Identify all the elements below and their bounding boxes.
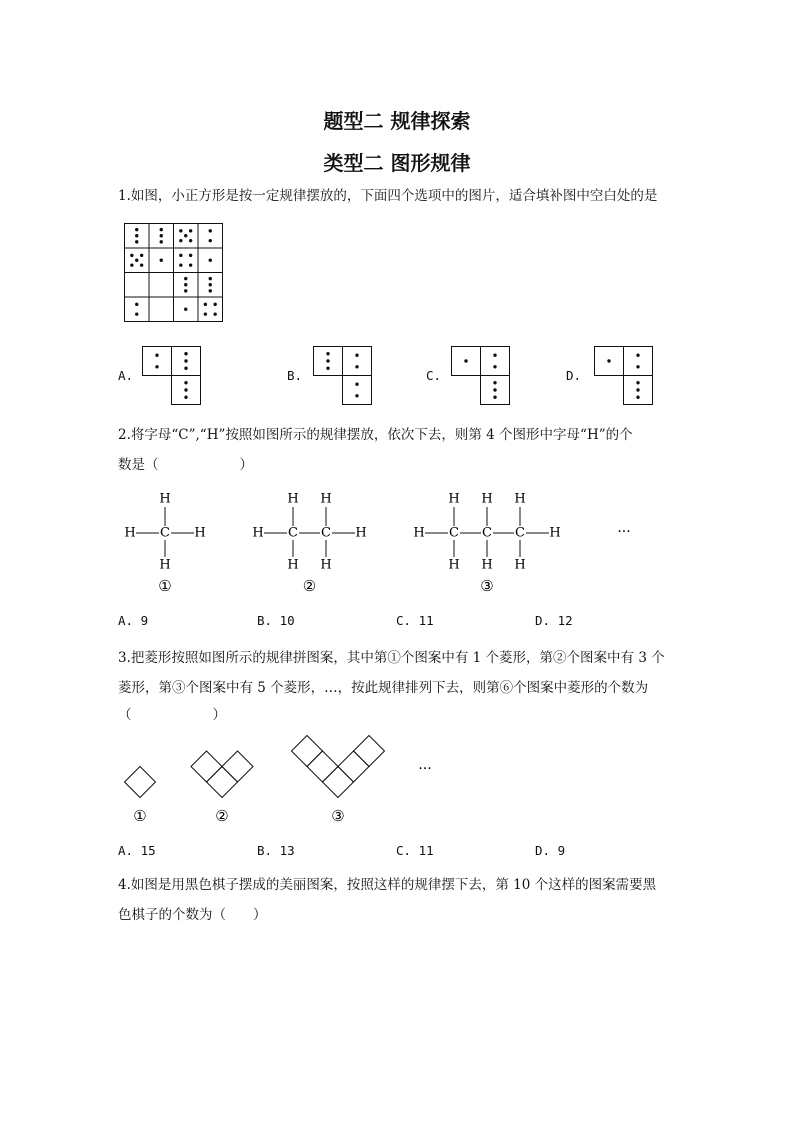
- q1-option-d-label[interactable]: D.: [566, 368, 582, 383]
- question-4-text-line1: 4.如图是用黑色棋子摆成的美丽图案，按照这样的规律摆下去，第 10 个这样的图案需要黑: [118, 877, 657, 893]
- option-cell-top-left: [143, 347, 172, 376]
- option-cell-top-right-dot-1: [636, 354, 639, 357]
- fig2-h-right: H: [355, 525, 367, 541]
- fig3-h-bottom-1: H: [448, 557, 460, 573]
- option-cell-top-left-dot-1: [155, 354, 158, 357]
- fig3-h-bottom-2: H: [481, 557, 493, 573]
- fig2-h-top-2: H: [320, 491, 332, 507]
- q1-grid-cell-r3c2: [149, 273, 174, 298]
- q1-grid-cell-r3c1: [125, 273, 150, 298]
- option-cell-bottom-right-dot-2: [493, 388, 496, 391]
- fig2-number-label: ②: [302, 577, 317, 595]
- q1-option-c-figure[interactable]: [451, 346, 511, 406]
- q1-grid-cell-r2c4-dot-1: [209, 259, 212, 262]
- option-cell-bottom-right-dot-1: [184, 381, 187, 384]
- q1-grid-cell-r1c3-dot-3: [184, 234, 187, 237]
- q1-grid-cell-r4c4: [198, 297, 223, 322]
- q1-option-c-label[interactable]: C.: [426, 368, 442, 383]
- fig3-rhombus-center: [323, 767, 354, 798]
- q1-grid-cell-r4c2: [149, 297, 174, 322]
- q1-grid-cell-r4c1-dot-2: [135, 312, 138, 315]
- question-3-text-line2: 菱形，第③个图案中有 5 个菱形，…，按此规律排列下去，则第⑥个图案中菱形的个数为: [118, 680, 649, 696]
- q1-grid-cell-r3c3-dot-1: [184, 277, 187, 280]
- q1-grid-cell-r1c3-dot-1: [179, 229, 182, 232]
- fig2-h-top-1: H: [287, 491, 299, 507]
- option-cell-bottom-right-dot-1: [355, 383, 358, 386]
- fig3-h-top-3: H: [514, 491, 526, 507]
- q3-option-b[interactable]: B. 13: [257, 843, 295, 858]
- q1-grid-cell-r4c4-dot-3: [204, 312, 207, 315]
- option-cell-top-right-dot-2: [636, 365, 639, 368]
- option-cell-top-right-dot-2: [493, 365, 496, 368]
- option-cell-top-right-dot-2: [184, 359, 187, 362]
- fig3-rhombus-left-2: [292, 736, 323, 767]
- option-cell-top-left-dot-1: [607, 359, 610, 362]
- q1-grid-cell-r2c3-dot-2: [189, 254, 192, 257]
- q1-grid-cell-r4c1: [125, 297, 150, 322]
- q2-option-a[interactable]: A. 9: [118, 613, 149, 628]
- option-cell-top-right-dot-3: [184, 367, 187, 370]
- option-cell-top-right-dot-1: [184, 352, 187, 355]
- option-cell-bottom-right-dot-3: [636, 396, 639, 399]
- question-2-text-line1: 2.将字母“C”,“H”按照如图所示的规律摆放，依次下去，则第 4 个图形中字母“H”的个: [118, 427, 633, 443]
- q1-grid-cell-r3c3-dot-2: [184, 283, 187, 286]
- option-cell-top-right: [481, 347, 510, 376]
- fig3-rhombus-right-1: [338, 751, 369, 782]
- option-cell-top-left-dot-1: [464, 359, 467, 362]
- q1-grid-cell-r2c1-dot-4: [130, 263, 133, 266]
- q1-grid-cell-r4c4-dot-2: [213, 303, 216, 306]
- q1-grid-cell-r2c3-dot-4: [189, 263, 192, 266]
- page-title: 题型二 规律探索: [323, 109, 471, 133]
- option-cell-bottom-right-dot-2: [636, 388, 639, 391]
- q3-option-d[interactable]: D. 9: [535, 843, 566, 858]
- fig3-h-left: H: [413, 525, 425, 541]
- option-cell-bottom-right-dot-2: [184, 388, 187, 391]
- fig1-carbon-1: C: [160, 525, 170, 541]
- q1-grid-cell-r1c4-dot-1: [209, 229, 212, 232]
- fig3-h-top-2: H: [481, 491, 493, 507]
- option-cell-bottom-right-dot-1: [493, 381, 496, 384]
- fig1-h-top-1: H: [159, 491, 171, 507]
- option-cell-top-right: [343, 347, 372, 376]
- q1-grid-cell-r2c1-dot-3: [135, 259, 138, 262]
- fig3-h-top-1: H: [448, 491, 460, 507]
- q1-grid-cell-r2c1-dot-1: [130, 254, 133, 257]
- option-cell-bottom-right-dot-1: [636, 381, 639, 384]
- option-cell-bottom-right-dot-3: [184, 396, 187, 399]
- q2-option-b[interactable]: B. 10: [257, 613, 295, 628]
- q1-grid-cell-r2c3-dot-3: [179, 263, 182, 266]
- q3-option-c[interactable]: C. 11: [396, 843, 434, 858]
- fig3-number-label: ③: [331, 807, 345, 825]
- q3-option-a[interactable]: A. 15: [118, 843, 156, 858]
- fig2-carbon-2: C: [321, 525, 331, 541]
- q1-grid-cell-r1c2-dot-2: [160, 234, 163, 237]
- fig1-number-label: ①: [133, 807, 147, 825]
- question-1-text: 1.如图，小正方形是按一定规律摆放的，下面四个选项中的图片，适合填补图中空白处的是: [118, 188, 658, 204]
- option-cell-bottom-right: [343, 376, 372, 405]
- question-3-text-line3: （ ）: [118, 707, 226, 723]
- q1-grid-cell-r1c2-dot-1: [160, 228, 163, 231]
- q1-option-a-label[interactable]: A.: [118, 368, 134, 383]
- q1-grid-cell-r2c3: [174, 248, 199, 273]
- question-4-text-line2: 色棋子的个数为（ ）: [118, 907, 267, 923]
- fig3-rhombus-left-1: [307, 751, 338, 782]
- fig1-h-left: H: [124, 525, 136, 541]
- option-cell-top-right-dot-1: [355, 354, 358, 357]
- fig2-rhombus-right-1: [222, 751, 253, 782]
- q1-grid-cell-r3c4-dot-1: [209, 277, 212, 280]
- fig3-h-right: H: [549, 525, 561, 541]
- option-cell-bottom-right-dot-2: [355, 394, 358, 397]
- option-cell-top-right: [624, 347, 653, 376]
- page-subtitle: 类型二 图形规律: [323, 151, 471, 175]
- q1-grid-cell-r1c3-dot-4: [179, 239, 182, 242]
- fig2-h-left: H: [252, 525, 264, 541]
- fig3-number-label: ③: [480, 577, 494, 595]
- q1-option-b-figure[interactable]: [313, 346, 373, 406]
- q3-ellipsis: ···: [418, 761, 432, 777]
- fig1-h-bottom-1: H: [159, 557, 171, 573]
- q1-grid-cell-r4c4-dot-4: [213, 312, 216, 315]
- q2-ellipsis: ···: [617, 524, 631, 540]
- fig2-carbon-1: C: [288, 525, 298, 541]
- q2-molecule-figures: [110, 485, 670, 605]
- q1-grid-cell-r4c4-dot-1: [204, 303, 207, 306]
- q1-grid-cell-r2c2-dot-1: [160, 259, 163, 262]
- option-cell-top-left-dot-2: [326, 359, 329, 362]
- question-2-text-line2: 数是（ ）: [118, 457, 253, 473]
- fig2-rhombus-left-1: [191, 751, 222, 782]
- option-cell-top-right-dot-1: [493, 354, 496, 357]
- fig2-rhombus-center: [207, 767, 238, 798]
- q1-grid-cell-r1c1-dot-2: [135, 234, 138, 237]
- option-cell-top-left-dot-1: [326, 352, 329, 355]
- fig1-number-label: ①: [158, 577, 172, 595]
- fig3-h-bottom-3: H: [514, 557, 526, 573]
- fig3-carbon-3: C: [515, 525, 525, 541]
- fig2-h-bottom-1: H: [287, 557, 299, 573]
- q1-grid-cell-r1c1-dot-3: [135, 240, 138, 243]
- q2-option-c[interactable]: C. 11: [396, 613, 434, 628]
- q1-dot-grid: [124, 223, 224, 323]
- q3-rhombus-figures: [110, 735, 450, 835]
- fig3-carbon-1: C: [449, 525, 459, 541]
- q1-grid-cell-r3c4-dot-3: [209, 289, 212, 292]
- question-3-text-line1: 3.把菱形按照如图所示的规律拼图案，其中第①个图案中有 1 个菱形，第②个图案中有 3 个: [118, 650, 665, 666]
- q1-grid-cell-r3c4-dot-2: [209, 283, 212, 286]
- option-cell-top-left-dot-2: [155, 365, 158, 368]
- fig1-h-right: H: [194, 525, 206, 541]
- q1-grid-cell-r4c3-dot-1: [184, 308, 187, 311]
- q2-option-d[interactable]: D. 12: [535, 613, 573, 628]
- q1-option-d-figure[interactable]: [594, 346, 654, 406]
- q1-grid-cell-r2c1-dot-5: [140, 263, 143, 266]
- q1-option-a-figure[interactable]: [142, 346, 202, 406]
- q1-grid-cell-r1c2-dot-3: [160, 240, 163, 243]
- fig2-number-label: ②: [215, 807, 229, 825]
- option-cell-top-right-dot-2: [355, 365, 358, 368]
- option-cell-top-left-dot-3: [326, 367, 329, 370]
- q1-grid-cell-r4c1-dot-1: [135, 303, 138, 306]
- q1-option-b-label[interactable]: B.: [287, 368, 303, 383]
- fig2-h-bottom-2: H: [320, 557, 332, 573]
- q1-grid-cell-r1c1-dot-1: [135, 228, 138, 231]
- q1-grid-cell-r1c4: [198, 224, 223, 249]
- fig3-carbon-2: C: [482, 525, 492, 541]
- fig1-rhombus-center: [125, 767, 156, 798]
- q1-grid-cell-r1c3-dot-2: [189, 229, 192, 232]
- q1-grid-cell-r1c4-dot-2: [209, 239, 212, 242]
- q1-grid-cell-r2c3-dot-1: [179, 254, 182, 257]
- q1-grid-cell-r1c3-dot-5: [189, 239, 192, 242]
- q1-grid-cell-r3c3-dot-3: [184, 289, 187, 292]
- q1-grid-cell-r2c1-dot-2: [140, 254, 143, 257]
- option-cell-bottom-right-dot-3: [493, 396, 496, 399]
- fig3-rhombus-right-2: [354, 736, 385, 767]
